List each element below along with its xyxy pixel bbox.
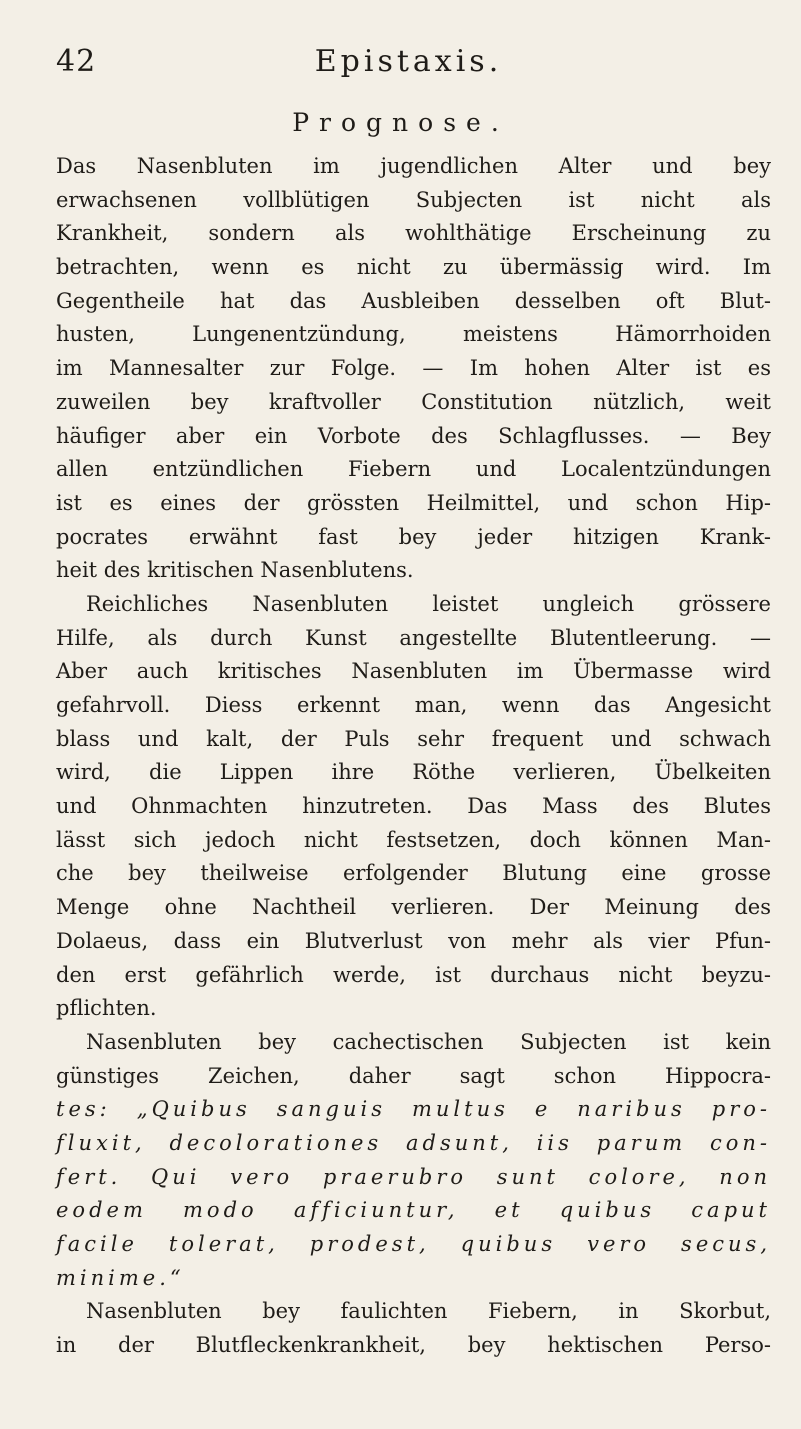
- text-line: Reichliches Nasenbluten leistet ungleich grössere: [86, 591, 771, 616]
- text-line: gefahrvoll. Diess erkennt man, wenn das Angesicht: [56, 693, 771, 717]
- text-line: wird, die Lippen ihre Röthe verlieren, Übelkeiten: [56, 760, 771, 785]
- text-line: in der Blutfleckenkrankheit, bey hektischen Perso-: [56, 1333, 771, 1358]
- text-line: betrachten, wenn es nicht zu übermässig wird. Im: [56, 255, 771, 280]
- text-line: Nasenbluten bey faulichten Fiebern, in Skorbut,: [86, 1299, 771, 1324]
- text-line: che bey theilweise erfolgender Blutung eine grosse: [56, 861, 771, 886]
- latin-quote-line: fluxit, decolorationes adsunt, iis parum con-: [56, 1130, 771, 1155]
- running-title: Epistaxis.: [314, 44, 503, 79]
- text-line: Gegentheile hat das Ausbleiben desselben oft Blut-: [56, 288, 771, 313]
- text-line: den erst gefährlich werde, ist durchaus nicht beyzu-: [56, 962, 771, 987]
- text-line: husten, Lungenentzündung, meistens Hämorrhoiden: [56, 322, 771, 347]
- text-line: Aber auch kritisches Nasenbluten im Übermasse wird: [56, 659, 771, 684]
- text-line: günstiges Zeichen, daher sagt schon Hippocra-: [56, 1063, 771, 1088]
- text-line: Dolaeus, dass ein Blutverlust von mehr als vier Pfun-: [56, 928, 771, 953]
- latin-quote-line: tes: „Quibus sanguis multus e naribus pro-: [56, 1097, 771, 1122]
- latin-quote-line: fert. Qui vero praerubro sunt colore, non: [56, 1164, 771, 1189]
- text-line: Menge ohne Nachtheil verlieren. Der Meinung des: [56, 895, 771, 920]
- text-line: blass und kalt, der Puls sehr frequent und schwach: [56, 726, 771, 751]
- text-line: Das Nasenbluten im jugendlichen Alter und bey: [56, 154, 771, 178]
- text-line: erwachsenen vollblütigen Subjecten ist nicht als: [56, 187, 771, 212]
- page-number: 42: [56, 44, 97, 79]
- text-line: ist es eines der grössten Heilmittel, und schon Hip-: [56, 490, 771, 515]
- text-line: zuweilen bey kraftvoller Constitution nützlich, weit: [56, 389, 771, 414]
- text-line: im Mannesalter zur Folge. — Im hohen Alter ist es: [56, 356, 771, 381]
- page-header: [56, 44, 761, 84]
- section-title: Prognose.: [292, 108, 509, 137]
- text-line: häufiger aber ein Vorbote des Schlagflusses. — Bey: [56, 423, 771, 448]
- text-line: Nasenbluten bey cachectischen Subjecten ist kein: [86, 1029, 771, 1054]
- latin-quote-line: facile tolerat, prodest, quibus vero secus,: [56, 1232, 771, 1256]
- text-line: allen entzündlichen Fiebern und Localentzündungen: [56, 457, 771, 482]
- body-text: [56, 150, 771, 1363]
- text-line: und Ohnmachten hinzutreten. Das Mass des Blutes: [56, 794, 771, 819]
- text-line: Hilfe, als durch Kunst angestellte Blutentleerung. —: [56, 625, 771, 650]
- text-line: Krankheit, sondern als wohlthätige Erscheinung zu: [56, 221, 771, 246]
- latin-quote-line: minime.“: [56, 1265, 185, 1290]
- latin-quote-line: eodem modo afficiuntur, et quibus caput: [56, 1198, 771, 1223]
- text-line: heit des kritischen Nasenblutens.: [56, 558, 414, 583]
- text-line: pflichten.: [56, 996, 157, 1021]
- text-line: pocrates erwähnt fast bey jeder hitzigen Krank-: [56, 524, 771, 549]
- text-line: lässt sich jedoch nicht festsetzen, doch können Man-: [56, 827, 771, 852]
